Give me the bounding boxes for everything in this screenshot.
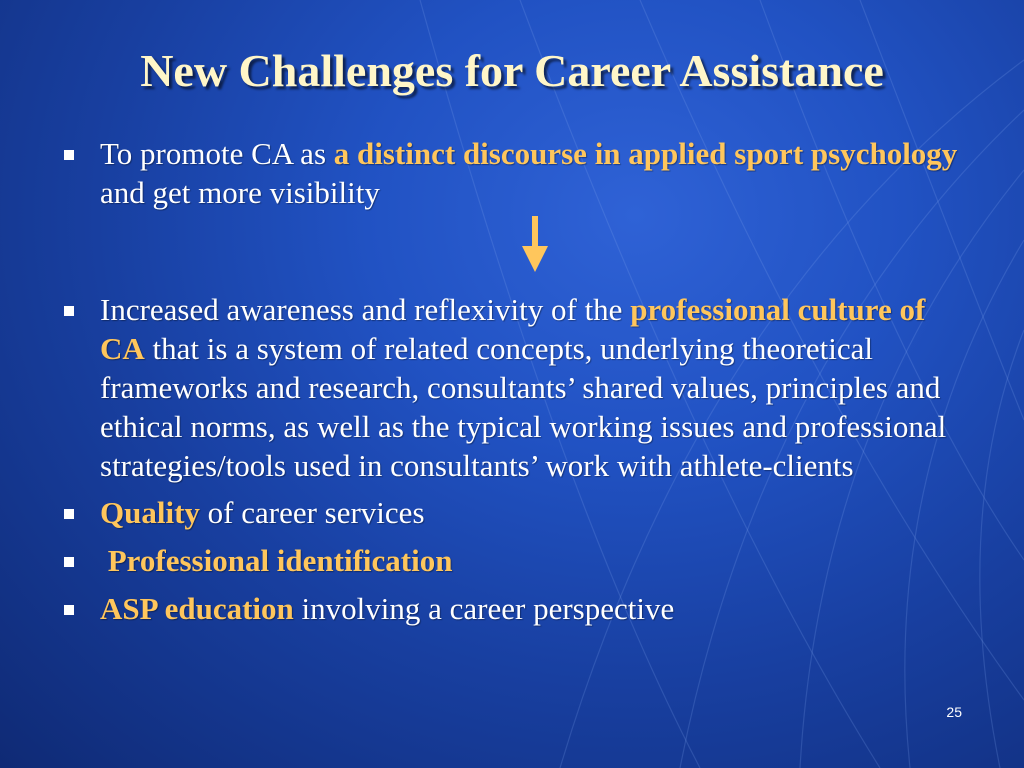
bullet-item-asp-education [62, 589, 962, 628]
down-arrow-icon [520, 216, 550, 272]
slide-title: New Challenges for Career Assistance [140, 45, 884, 96]
bullet-item-professional-identification [62, 541, 962, 580]
bullet-highlight-text: ASP education [100, 591, 294, 626]
bullet-text-segment: and get more visibility [100, 175, 380, 210]
square-bullet-icon [64, 150, 74, 160]
bullet-text [100, 543, 452, 578]
bullet-text-segment: To promote CA as [100, 136, 334, 171]
square-bullet-icon [64, 605, 74, 615]
square-bullet-icon [64, 306, 74, 316]
bullet-list [62, 134, 962, 628]
bullet-text [100, 292, 946, 483]
bullet-highlight-text: a distinct discourse in applied sport psychology [333, 136, 958, 171]
bullet-item-promote-ca [62, 134, 962, 212]
bullet-text [100, 495, 425, 530]
bullet-text-segment: that is a system of related concepts, underlying theoretical frameworks and research, consultants’ shared values, principles and ethical norms, as well as the typical working issues and professional strategies/tools used in consultants’ work with athlete-clients [100, 331, 947, 483]
slide-number: 25 [946, 704, 962, 720]
bullet-text-segment: Increased awareness and reflexivity of the [100, 292, 631, 327]
square-bullet-icon [64, 557, 74, 567]
bullet-highlight-text: professional culture of CA [100, 292, 926, 366]
bullet-text-segment: involving a career perspective [293, 591, 675, 626]
bullet-text-segment: of career services [199, 495, 425, 530]
square-bullet-icon [64, 509, 74, 519]
bullet-item-quality [62, 493, 962, 532]
bullet-text [100, 136, 957, 210]
bullet-highlight-text: Professional identification [100, 543, 453, 578]
arrow-row [62, 212, 962, 290]
bullet-highlight-text: Quality [100, 495, 200, 530]
bullet-item-professional-culture [62, 290, 962, 485]
bullet-text [100, 591, 674, 626]
